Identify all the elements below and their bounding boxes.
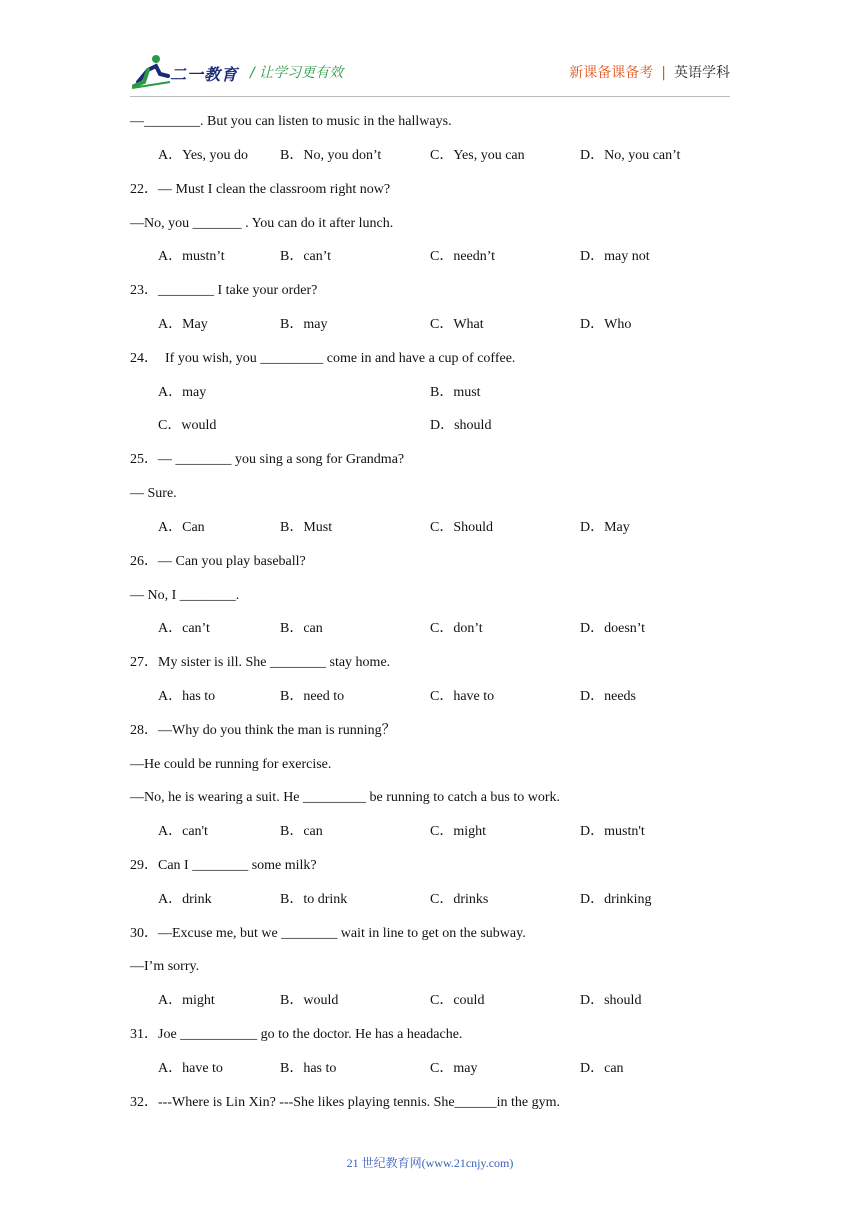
option: C．Yes, you can — [430, 148, 525, 163]
option: B．can’t — [280, 249, 332, 264]
option: B．need to — [280, 689, 345, 704]
option: D．drinking — [580, 892, 652, 907]
option: D．doesn’t — [580, 621, 646, 636]
question-line: 29．Can I ________ some milk? — [130, 858, 317, 873]
question-line: 23．________ I take your order? — [130, 283, 318, 298]
option: B．to drink — [280, 892, 348, 907]
question-line: 28．—Why do you think the man is running？ — [130, 723, 396, 738]
option: C．Should — [430, 520, 494, 535]
option: C．have to — [430, 689, 495, 704]
question-line: — Sure. — [130, 486, 177, 501]
subject-label — [569, 62, 730, 82]
slogan: / 让学习更有效 — [250, 65, 344, 81]
course-label: 新课备课备考 — [569, 65, 654, 81]
subject-name: 英语学科 — [674, 65, 730, 81]
option: A．may — [158, 385, 207, 400]
header-separator: | — [661, 65, 666, 81]
option: A．have to — [158, 1061, 223, 1076]
option: C．needn’t — [430, 249, 496, 264]
option: A．Yes, you do — [158, 148, 248, 163]
option: B．can — [280, 621, 323, 636]
logo-text: 二一教育 — [170, 65, 239, 84]
question-line: 31．Joe ___________ go to the doctor. He has a headache. — [130, 1027, 463, 1042]
question-line: —No, he is wearing a suit. He _________ be running to catch a bus to work. — [130, 790, 561, 805]
question-line: —I’m sorry. — [130, 959, 200, 974]
question-line: 24． If you wish, you _________ come in and have a cup of coffee. — [130, 351, 516, 366]
question-line: 32．---Where is Lin Xin? ---She likes playing tennis. She______in the gym. — [130, 1095, 561, 1110]
option: D．No, you can’t — [580, 148, 681, 163]
option: C．may — [430, 1061, 478, 1076]
option: C．might — [430, 824, 487, 839]
option: B．No, you don’t — [280, 148, 382, 163]
option: A．May — [158, 317, 208, 332]
page-header — [130, 52, 730, 92]
logo — [130, 52, 245, 90]
option: D．should — [430, 418, 492, 433]
option: D．needs — [580, 689, 636, 704]
question-line: 26．— Can you play baseball? — [130, 554, 306, 569]
option: A．Can — [158, 520, 205, 535]
option: D．may not — [580, 249, 650, 264]
header-divider — [130, 96, 730, 97]
option: C．could — [430, 993, 485, 1008]
option: D．May — [580, 520, 630, 535]
option: D．Who — [580, 317, 632, 332]
option: A．drink — [158, 892, 212, 907]
option: B．must — [430, 385, 481, 400]
option: C．drinks — [430, 892, 489, 907]
question-line: — No, I ________. — [130, 588, 240, 603]
question-line: —No, you _______ . You can do it after lunch. — [130, 216, 394, 231]
option: A．mustn’t — [158, 249, 225, 264]
option: D．mustn't — [580, 824, 645, 839]
option: B．may — [280, 317, 328, 332]
runner-logo-icon — [130, 52, 172, 90]
option: D．should — [580, 993, 642, 1008]
option: A．can’t — [158, 621, 210, 636]
option: B．Must — [280, 520, 333, 535]
option: C．would — [158, 418, 217, 433]
question-line: —________. But you can listen to music in the hallways. — [130, 114, 452, 129]
option: D．can — [580, 1061, 624, 1076]
question-line: 30．—Excuse me, but we ________ wait in line to get on the subway. — [130, 926, 526, 941]
option: A．might — [158, 993, 215, 1008]
option: B．has to — [280, 1061, 337, 1076]
option: C．What — [430, 317, 484, 332]
option: A．has to — [158, 689, 216, 704]
option: C．don’t — [430, 621, 483, 636]
question-line: 22．— Must I clean the classroom right now? — [130, 182, 391, 197]
question-line: 25．— ________ you sing a song for Grandma? — [130, 452, 405, 467]
option: B．can — [280, 824, 323, 839]
option: A．can't — [158, 824, 208, 839]
question-line: —He could be running for exercise. — [130, 757, 332, 772]
page-footer: 21 世纪教育网(www.21cnjy.com) — [346, 1156, 514, 1170]
question-line: 27．My sister is ill. She ________ stay home. — [130, 655, 391, 670]
option: B．would — [280, 993, 339, 1008]
